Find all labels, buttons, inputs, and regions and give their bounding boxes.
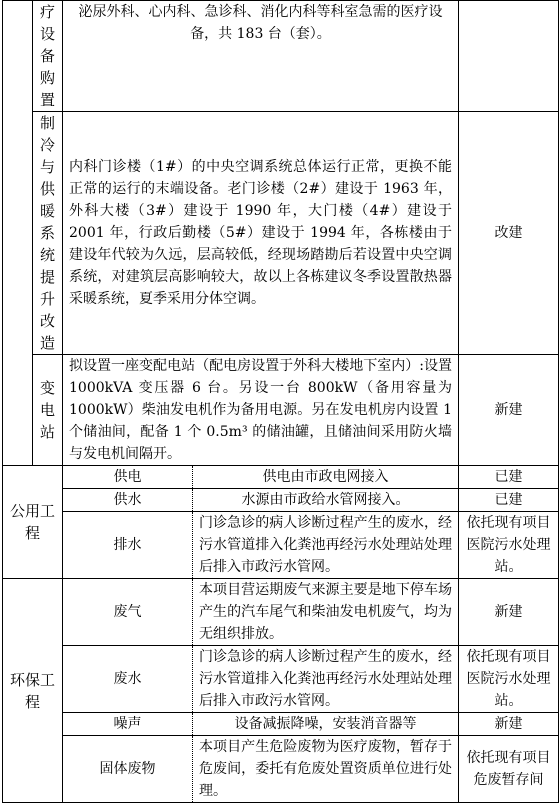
item-type-solid-waste: 依托现有项目危废暂存间 xyxy=(459,736,559,803)
table-row xyxy=(3,713,559,736)
item-name-power: 供电 xyxy=(63,466,193,489)
item-content-power: 供电由市政电网接入 xyxy=(193,466,459,489)
item-name-solid-waste: 固体废物 xyxy=(63,736,193,803)
table-row xyxy=(3,355,559,466)
item-type-wastewater: 依托现有项目医院污水处理站。 xyxy=(459,646,559,713)
row-content-substation: 拟设置一座变配电站（配电房设置于外科大楼地下室内）:设置 1000kVA 变压器 6 台。另设一台 800kW（备用容量为 1000kW）柴油发电机作为备用电源。另在发电机房内设置 1 个储油间，配备 1 个 0.5m³ 的储油罐，且储油间采用防火墙与发电机间隔开。 xyxy=(63,355,459,466)
item-type-exhaust: 新建 xyxy=(459,579,559,646)
item-content-exhaust: 本项目营运期废气来源主要是地下停车场产生的汽车尾气和柴油发电机废气，均为无组织排放。 xyxy=(193,579,459,646)
item-name-exhaust: 废气 xyxy=(63,579,193,646)
row-content-procurement: 泌尿外科、心内科、急诊科、消化内科等科室急需的医疗设备，共 183 台（套）。 xyxy=(63,1,459,112)
item-content-drainage: 门诊急诊的病人诊断过程产生的废水，经污水管道排入化粪池再经污水处理站处理后排入市政污水管网。 xyxy=(193,512,459,579)
item-name-water-supply: 供水 xyxy=(63,489,193,512)
item-type-drainage: 依托现有项目医院污水处理站。 xyxy=(459,512,559,579)
item-content-water-supply: 水源由市政给水管网接入。 xyxy=(193,489,459,512)
item-type-water-supply: 已建 xyxy=(459,489,559,512)
table-row xyxy=(3,489,559,512)
item-type-power: 已建 xyxy=(459,466,559,489)
item-name-noise: 噪声 xyxy=(63,713,193,736)
project-composition-table xyxy=(2,0,559,803)
item-name-drainage: 排水 xyxy=(63,512,193,579)
item-content-noise: 设备减振降噪，安装消音器等 xyxy=(193,713,459,736)
table-row xyxy=(3,736,559,803)
item-name-wastewater: 废水 xyxy=(63,646,193,713)
item-content-solid-waste: 本项目产生危险废物为医疗废物，暂存于危废间，委托有危废处置资质单位进行处理。 xyxy=(193,736,459,803)
row-label-procurement: 疗设备购置 xyxy=(33,1,63,112)
row-content-hvac: 内科门诊楼（1#）的中央空调系统总体运行正常，更换不能正常的运行的末端设备。老门诊楼（2#）建设于 1963 年，外科大楼（3#）建设于 1990 年，大门楼（4#）建设于 2001 年，行政后勤楼（5#）建设于 1994 年，各栋楼由于建设年代较为久远，层高较低，经现场踏勘后若设置中央空调系统，对建筑层高影响较大，故以上各栋建议冬季设置散热器采暖系统，夏季采用分体空调。 xyxy=(63,112,459,355)
table-row xyxy=(3,646,559,713)
table-row xyxy=(3,512,559,579)
row-type-substation: 新建 xyxy=(459,355,559,466)
table-row xyxy=(3,466,559,489)
category-env-works: 环保工程 xyxy=(3,579,63,803)
table-row xyxy=(3,112,559,355)
category-cell-blank xyxy=(3,1,33,466)
row-type-procurement xyxy=(459,1,559,112)
table-row xyxy=(3,579,559,646)
row-label-hvac: 制冷与供暖系统提升改造 xyxy=(33,112,63,355)
item-type-noise: 新建 xyxy=(459,713,559,736)
row-label-substation: 变电站 xyxy=(33,355,63,466)
table-row xyxy=(3,1,559,112)
category-public-works: 公用工程 xyxy=(3,466,63,579)
row-type-hvac: 改建 xyxy=(459,112,559,355)
item-content-wastewater: 门诊急诊的病人诊断过程产生的废水，经污水管道排入化粪池再经污水处理站处理后排入市政污水管网。 xyxy=(193,646,459,713)
